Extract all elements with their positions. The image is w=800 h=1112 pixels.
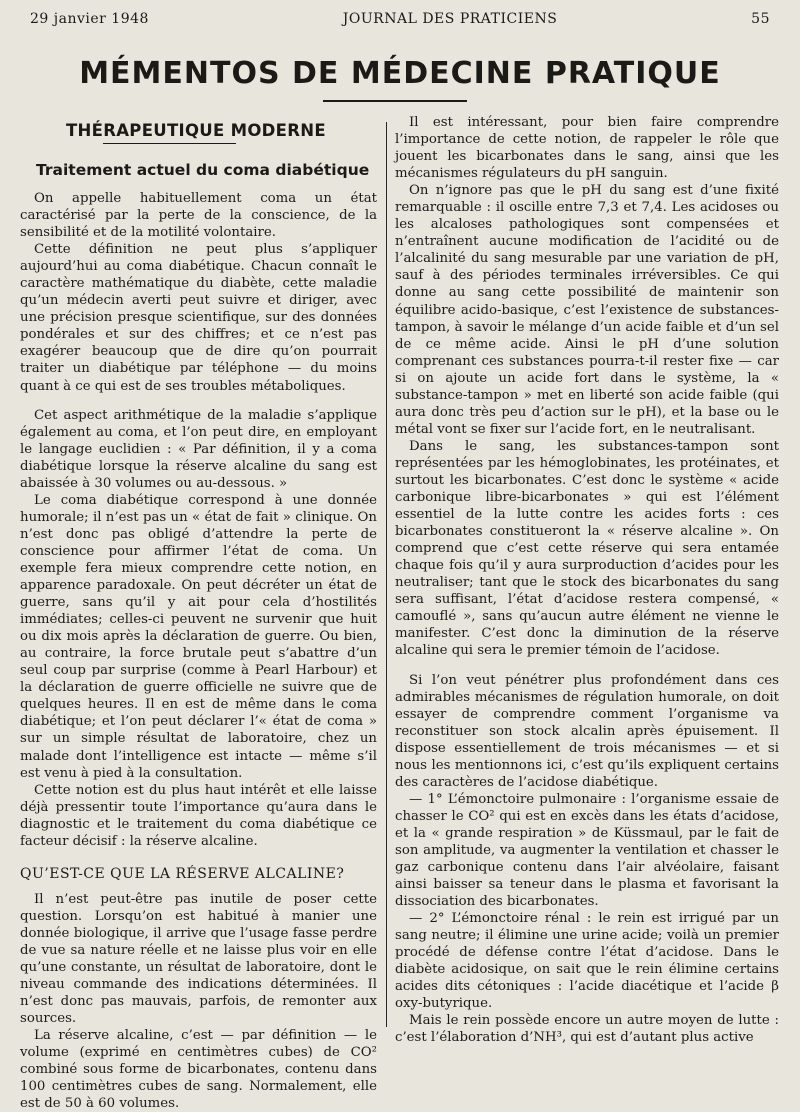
paragraph: On n’ignore pas que le pH du sang est d’une fixité remarquable : il oscille entre 7,3 et 7,4. Les acidoses ou les alcaloses pathologiques sont compensées et n’entraînent aucune modification de l’acidité ou de l’alcalinité du sang mesurable par une variation de pH, sauf à des périodes terminales irréversibles. Ce qui donne au sang cette possibilité de maintenir son équilibre acido-basique, c’est l’existence de substances-tampon, à savoir le mélange d’un acide faible et d’un sel de ce même acide. Ainsi le pH d’une solution comprenant ces substances pourra-t-il rester fixe — car si on ajoute un acide fort dans le système, la « substance-tampon » met en liberté son acide faible (qui aura donc très peu d’action sur le pH), et la base ou le métal vont se fixer sur l’acide fort, en le neutralisant. bbox=[395, 183, 779, 437]
left-column bbox=[20, 114, 377, 1112]
journal-name: JOURNAL DES PRATICIENS bbox=[342, 11, 558, 27]
column-divider bbox=[386, 122, 387, 1027]
paragraph: Dans le sang, les substances-tampon sont représentées par les hémoglobinates, les protéinates, et surtout les bicarbonates. C’est donc le système « acide carbonique libre-bicarbonates » qui est l’élément essentiel de la lutte contre les acides forts : ces bicarbonates constitueront la « réserve alcaline ». On comprend que c’est cette réserve qui sera entamée chaque fois qu’il y aura surproduction d’acides pour les neutraliser; tant que le stock des bicarbonates du sang sera suffisant, l’état d’acidose restera compensé, « camouflé », sans qu’aucun autre élément ne vienne le manifester. C’est donc la diminution de la réserve alcaline qui sera le premier témoin de l’acidose. bbox=[395, 438, 779, 659]
running-header bbox=[30, 11, 770, 27]
paragraph: La réserve alcaline, c’est — par définition — le volume (exprimé en centimètres cubes) de CO² combiné sous forme de bicarbonates, contenu dans 100 centimètres cubes de sang. Normalement, elle est de 50 à 60 volumes. bbox=[20, 1028, 377, 1112]
headline-rule bbox=[323, 100, 467, 102]
paragraph: Il est intéressant, pour bien faire comprendre l’importance de cette notion, de rappeler le rôle que jouent les bicarbonates dans le sang, ainsi que les mécanismes régulateurs du pH sanguin. bbox=[395, 115, 779, 182]
paragraph: Cet aspect arithmétique de la maladie s’applique également au coma, et l’on peut dire, en employant le langage euclidien : « Par définition, il y a coma diabétique lorsque la réserve alcaline du sang est abaissée à 30 volumes ou au-dessous. » bbox=[20, 407, 377, 491]
page-number: 55 bbox=[751, 11, 770, 27]
right-column bbox=[395, 114, 779, 1046]
page-headline: MÉMENTOS DE MÉDECINE PRATIQUE bbox=[79, 56, 721, 91]
paragraph: Cette notion est du plus haut intérêt et elle laisse déjà pressentir toute l’importance qu’aura dans le diagnostic et le traitement du coma diabétique ce facteur décisif : la réserve alcaline. bbox=[20, 782, 377, 849]
paragraph: Si l’on veut pénétrer plus profondément dans ces admirables mécanismes de régulation humorale, on doit essayer de comprendre comment l’organisme va reconstituer son stock alcalin après épuisement. Il dispose essentiellement de trois mécanismes — et si nous les mentionnons ici, c’est qu’ils expliquent certains des caractères de l’acidose diabétique. bbox=[395, 672, 779, 790]
subheading: QU’EST-CE QUE LA RÉSERVE ALCALINE? bbox=[20, 865, 345, 882]
article-title: Traitement actuel du coma diabétique bbox=[36, 161, 370, 179]
paragraph: On appelle habituellement coma un état caractérisé par la perte de la conscience, de la sensibilité et de la motilité volontaire. bbox=[20, 191, 377, 241]
paragraph: Le coma diabétique correspond à une donnée humorale; il n’est pas un « état de fait » clinique. On n’est donc pas obligé d’attendre la perte de conscience pour affirmer l’état de coma. Un exemple fera mieux comprendre cette notion, en apparence paradoxale. On peut décréter un état de guerre, sans qu’il y ait pour cela d’hostilités immédiates; celles-ci peuvent ne survenir que huit ou dix mois après la déclaration de guerre. Ou bien, au contraire, la force brutale peut s’abattre d’un seul coup par surprise (comme à Pearl Harbour) et la déclaration de guerre officielle ne suivre que de quelques heures. Il en est de même dans le coma diabétique; et l’on peut déclarer l’« état de coma » sur un simple résultat de laboratoire, chez un malade dont l’intelligence est intacte — même s’il est venu à pied à la consultation. bbox=[20, 492, 377, 781]
paragraph: — 1° L’émonctoire pulmonaire : l’organisme essaie de chasser le CO² qui est en excès dans les états d’acidose, et la « grande respiration » de Küssmaul, par le fait de son amplitude, va augmenter la ventilation et chasser le gaz carbonique contenu dans l’air alvéolaire, faisant ainsi baisser sa teneur dans le plasma et favorisant la dissociation des bicarbonates. bbox=[395, 791, 779, 910]
paragraph: Il n’est peut-être pas inutile de poser cette question. Lorsqu’on est habitué à manier une donnée biologique, il arrive que l’usage fasse perdre de vue sa nature réelle et ne laisse plus voir en elle qu’une constante, un résultat de laboratoire, dont le niveau commande des indications déterminées. Il n’est donc pas mauvais, parfois, de remonter aux sources. bbox=[20, 891, 377, 1027]
paragraph: Mais le rein possède encore un autre moyen de lutte : c’est l’élaboration d’NH³, qui est d’autant plus active bbox=[395, 1013, 779, 1046]
section-rule bbox=[103, 143, 236, 144]
paragraph: Cette définition ne peut plus s’appliquer aujourd’hui au coma diabétique. Chacun connaît le caractère mathématique du diabète, cette maladie qu’un médecin averti peut suivre et diriger, avec une précision presque scientifique, sur des données pondérales et sur des chiffres; et ce n’est pas exagérer beaucoup que de dire qu’on pourrait traiter un diabétique par téléphone — du moins quant à ce qui est de ses troubles métaboliques. bbox=[20, 242, 377, 394]
issue-date: 29 janvier 1948 bbox=[30, 11, 149, 27]
paragraph: — 2° L’émonctoire rénal : le rein est irrigué par un sang neutre; il élimine une urine acide; voilà un premier procédé de défense contre l’état d’acidose. Dans le diabète acidosique, on sait que le rein élimine certains acides dits cétoniques : l’acide diacétique et l’acide β oxy-butyrique. bbox=[395, 911, 779, 1012]
section-label: THÉRAPEUTIQUE MODERNE bbox=[66, 121, 326, 140]
